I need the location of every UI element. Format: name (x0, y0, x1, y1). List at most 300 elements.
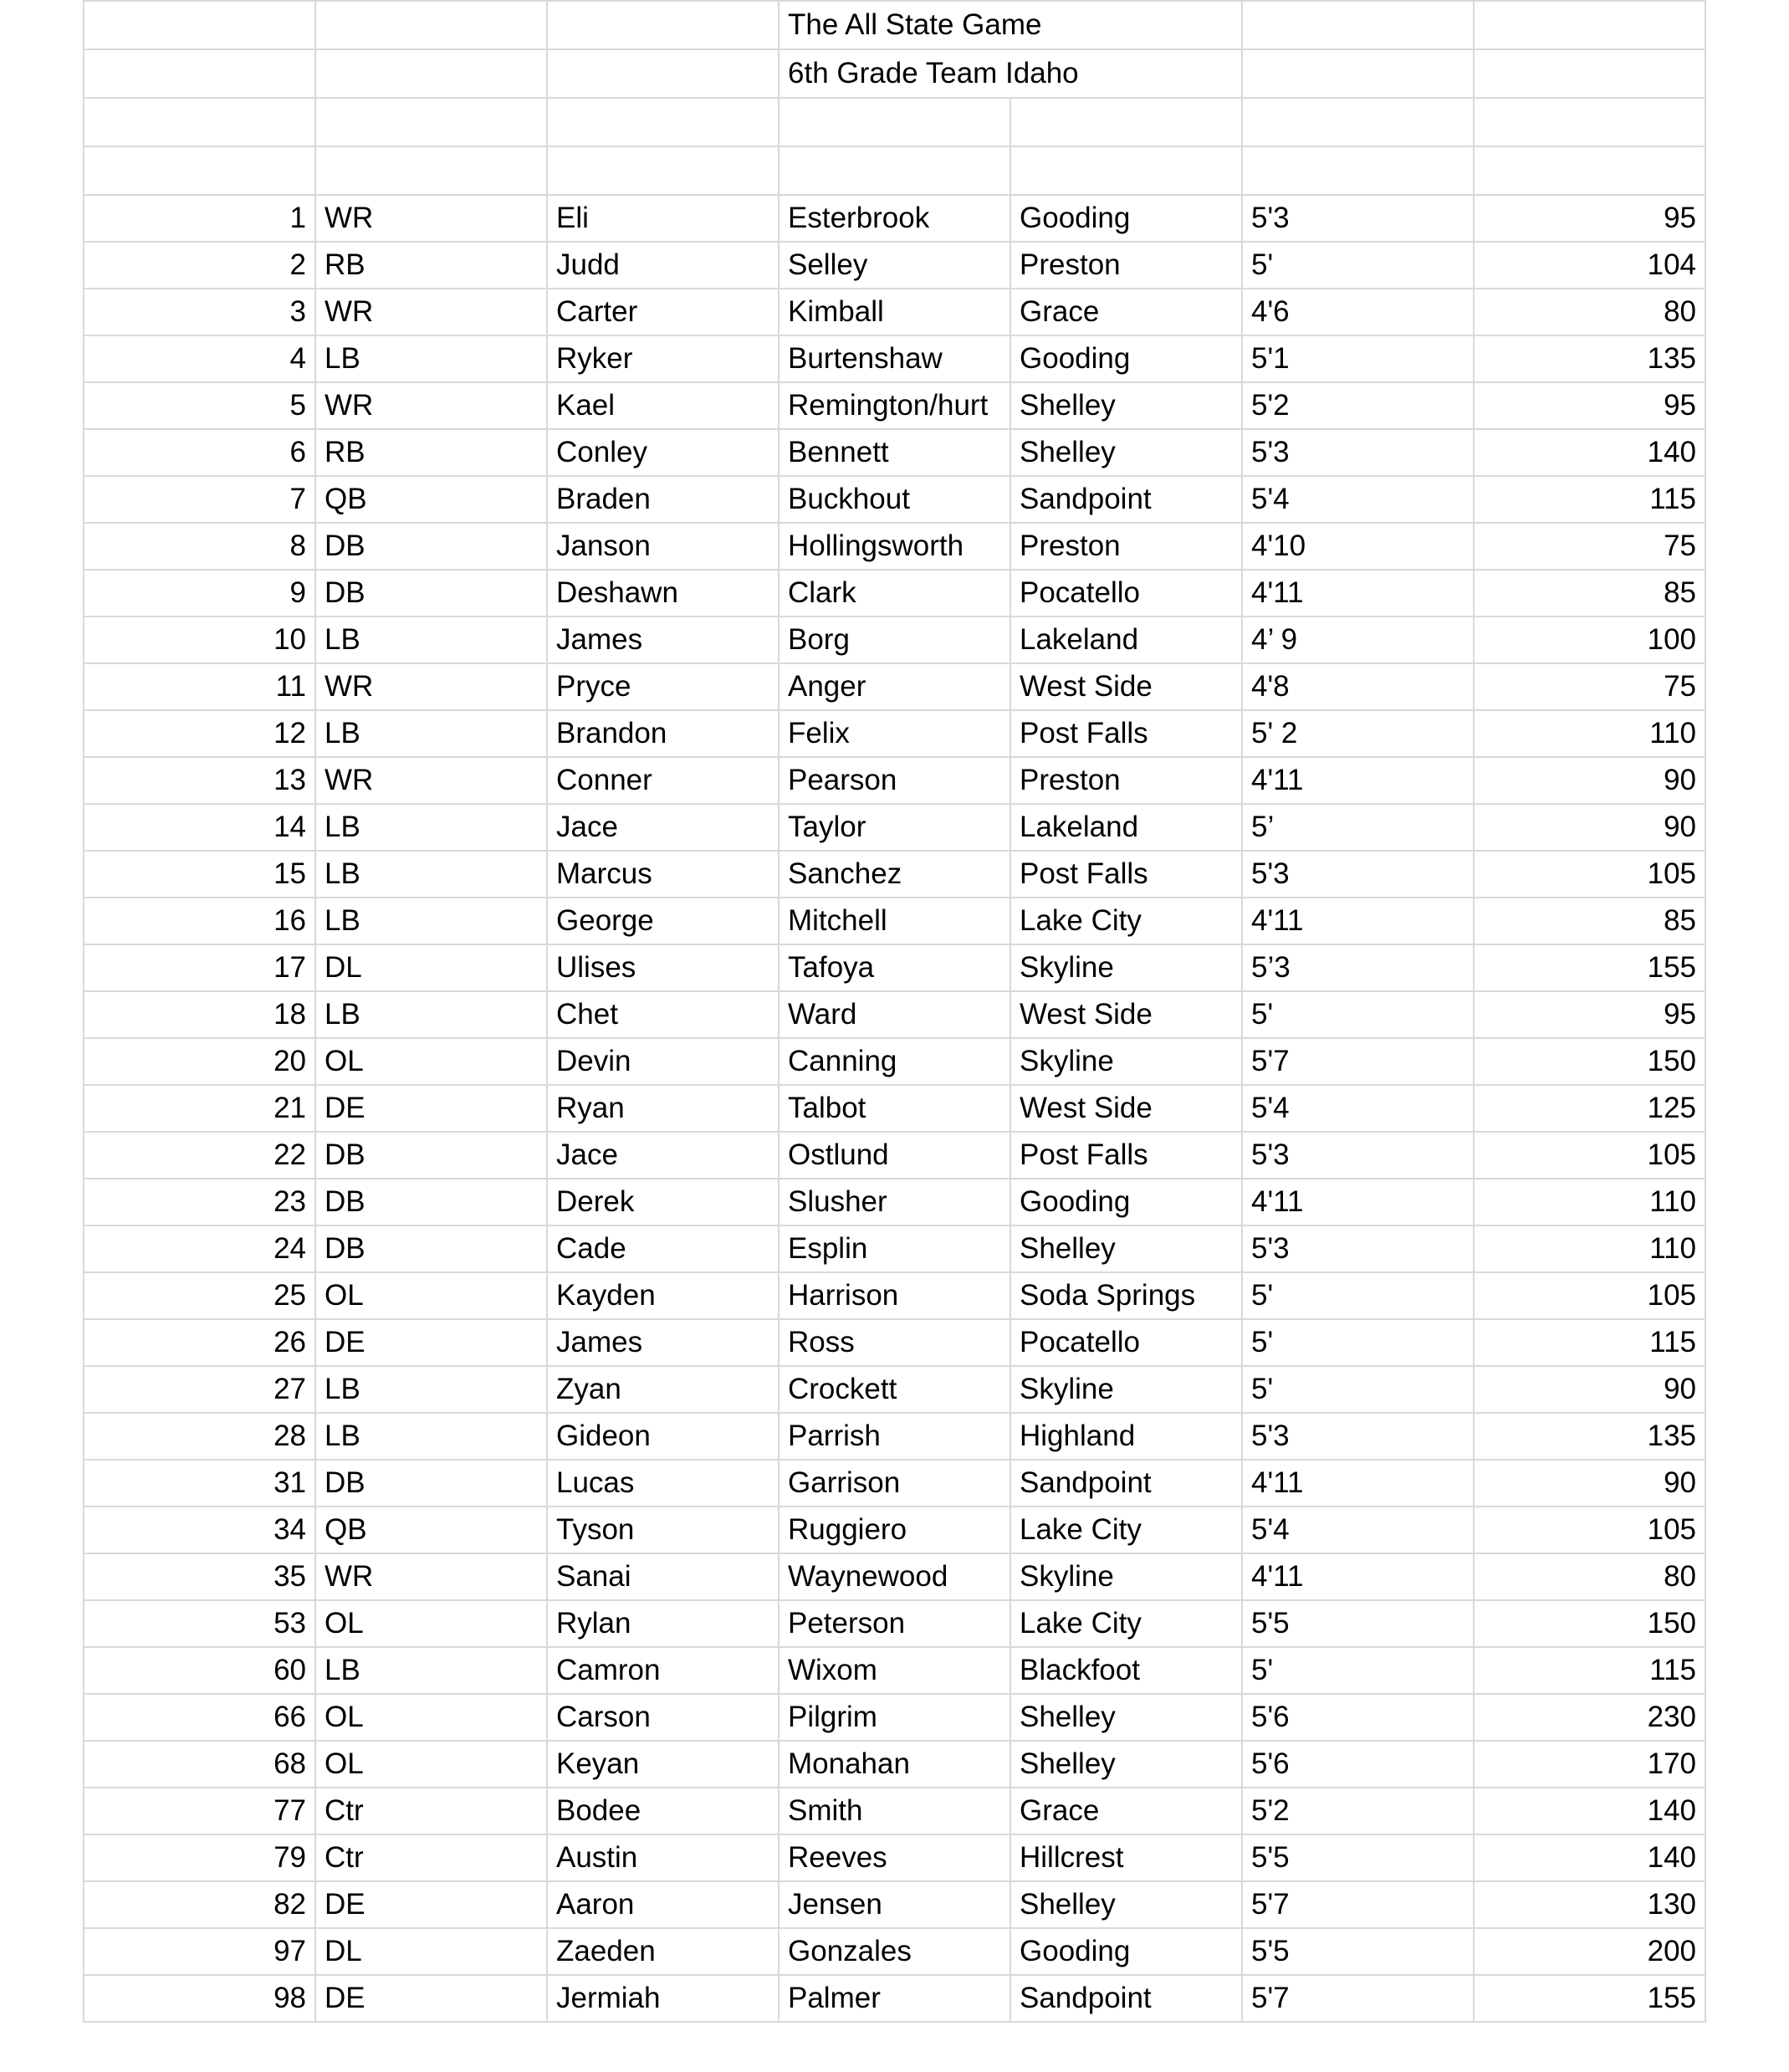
first-name-cell[interactable]: George (547, 898, 779, 944)
first-name-cell[interactable]: Chet (547, 991, 779, 1038)
weight-cell[interactable]: 150 (1474, 1600, 1705, 1647)
school-cell[interactable]: Shelley (1010, 1741, 1242, 1788)
weight-cell[interactable]: 155 (1474, 1975, 1705, 2022)
jersey-number-cell[interactable]: 16 (84, 898, 315, 944)
weight-cell[interactable]: 75 (1474, 523, 1705, 570)
last-name-cell[interactable]: Waynewood (779, 1553, 1010, 1600)
last-name-cell[interactable]: Tafoya (779, 944, 1010, 991)
position-cell[interactable]: OL (315, 1741, 547, 1788)
position-cell[interactable]: DE (315, 1319, 547, 1366)
first-name-cell[interactable]: Braden (547, 476, 779, 523)
player-row (84, 1553, 1705, 1600)
player-row (84, 1928, 1705, 1975)
school-cell[interactable]: Gooding (1010, 195, 1242, 242)
weight-cell[interactable]: 140 (1474, 1834, 1705, 1881)
jersey-number-cell[interactable]: 11 (84, 663, 315, 710)
last-name-cell[interactable]: Peterson (779, 1600, 1010, 1647)
last-name-cell[interactable]: Crockett (779, 1366, 1010, 1413)
jersey-number-cell[interactable]: 28 (84, 1413, 315, 1460)
weight-cell[interactable]: 105 (1474, 1507, 1705, 1553)
last-name-cell[interactable]: Canning (779, 1038, 1010, 1085)
first-name-cell[interactable]: Zaeden (547, 1928, 779, 1975)
jersey-number-cell[interactable]: 15 (84, 851, 315, 898)
jersey-number-cell[interactable]: 4 (84, 335, 315, 382)
first-name-cell[interactable]: Cade (547, 1225, 779, 1272)
last-name-cell[interactable]: Buckhout (779, 476, 1010, 523)
height-cell[interactable]: 5'4 (1242, 1507, 1474, 1553)
last-name-cell[interactable]: Monahan (779, 1741, 1010, 1788)
position-cell[interactable]: QB (315, 476, 547, 523)
last-name-cell[interactable]: Remington/hurt (779, 382, 1010, 429)
jersey-number-cell[interactable]: 1 (84, 195, 315, 242)
first-name-cell[interactable]: Pryce (547, 663, 779, 710)
last-name-cell[interactable]: Garrison (779, 1460, 1010, 1507)
position-cell[interactable]: RB (315, 242, 547, 289)
school-cell[interactable]: Preston (1010, 242, 1242, 289)
subtitle-row (84, 49, 1705, 98)
jersey-number-cell[interactable]: 24 (84, 1225, 315, 1272)
weight-cell[interactable]: 105 (1474, 851, 1705, 898)
last-name-cell[interactable]: Gonzales (779, 1928, 1010, 1975)
school-cell[interactable]: Lake City (1010, 1600, 1242, 1647)
weight-cell[interactable]: 95 (1474, 382, 1705, 429)
height-cell[interactable]: 4'11 (1242, 1179, 1474, 1225)
player-row (84, 523, 1705, 570)
school-cell[interactable]: Gooding (1010, 1928, 1242, 1975)
height-cell[interactable]: 5'5 (1242, 1928, 1474, 1975)
height-cell[interactable]: 4'11 (1242, 898, 1474, 944)
school-cell[interactable]: Gooding (1010, 335, 1242, 382)
school-cell[interactable]: Grace (1010, 289, 1242, 335)
position-cell[interactable]: OL (315, 1038, 547, 1085)
position-cell[interactable]: DB (315, 570, 547, 616)
position-cell[interactable]: DE (315, 1975, 547, 2022)
first-name-cell[interactable]: Gideon (547, 1413, 779, 1460)
position-cell[interactable]: DB (315, 1132, 547, 1179)
player-row (84, 1881, 1705, 1928)
height-cell[interactable]: 5' (1242, 242, 1474, 289)
player-row (84, 944, 1705, 991)
blank-row (84, 146, 1705, 195)
position-cell[interactable]: OL (315, 1600, 547, 1647)
first-name-cell[interactable]: Conley (547, 429, 779, 476)
jersey-number-cell[interactable]: 31 (84, 1460, 315, 1507)
height-cell[interactable]: 5'2 (1242, 1788, 1474, 1834)
weight-cell[interactable]: 135 (1474, 1413, 1705, 1460)
position-cell[interactable]: DE (315, 1881, 547, 1928)
jersey-number-cell[interactable]: 27 (84, 1366, 315, 1413)
school-cell[interactable]: Skyline (1010, 1553, 1242, 1600)
school-cell[interactable]: Grace (1010, 1788, 1242, 1834)
jersey-number-cell[interactable]: 10 (84, 616, 315, 663)
weight-cell[interactable]: 105 (1474, 1272, 1705, 1319)
last-name-cell[interactable]: Clark (779, 570, 1010, 616)
last-name-cell[interactable]: Ward (779, 991, 1010, 1038)
height-cell[interactable]: 4'6 (1242, 289, 1474, 335)
player-row (84, 289, 1705, 335)
school-cell[interactable]: West Side (1010, 663, 1242, 710)
position-cell[interactable]: DB (315, 523, 547, 570)
weight-cell[interactable]: 90 (1474, 1366, 1705, 1413)
height-cell[interactable]: 5'3 (1242, 195, 1474, 242)
weight-cell[interactable]: 140 (1474, 1788, 1705, 1834)
player-row (84, 1038, 1705, 1085)
jersey-number-cell[interactable]: 6 (84, 429, 315, 476)
school-cell[interactable]: Sandpoint (1010, 1460, 1242, 1507)
first-name-cell[interactable]: Judd (547, 242, 779, 289)
height-cell[interactable]: 5' (1242, 1272, 1474, 1319)
last-name-cell[interactable]: Slusher (779, 1179, 1010, 1225)
last-name-cell[interactable]: Palmer (779, 1975, 1010, 2022)
school-cell[interactable]: Sandpoint (1010, 476, 1242, 523)
position-cell[interactable]: LB (315, 335, 547, 382)
school-cell[interactable]: Sandpoint (1010, 1975, 1242, 2022)
player-row (84, 570, 1705, 616)
jersey-number-cell[interactable]: 12 (84, 710, 315, 757)
jersey-number-cell[interactable]: 35 (84, 1553, 315, 1600)
player-row (84, 1272, 1705, 1319)
jersey-number-cell[interactable]: 13 (84, 757, 315, 804)
position-cell[interactable]: WR (315, 1553, 547, 1600)
jersey-number-cell[interactable]: 25 (84, 1272, 315, 1319)
first-name-cell[interactable]: Brandon (547, 710, 779, 757)
player-row (84, 991, 1705, 1038)
last-name-cell[interactable]: Borg (779, 616, 1010, 663)
weight-cell[interactable]: 95 (1474, 195, 1705, 242)
last-name-cell[interactable]: Esterbrook (779, 195, 1010, 242)
school-cell[interactable]: Lake City (1010, 1507, 1242, 1553)
school-cell[interactable]: Shelley (1010, 1881, 1242, 1928)
position-cell[interactable]: DB (315, 1460, 547, 1507)
school-cell[interactable]: Skyline (1010, 1366, 1242, 1413)
position-cell[interactable]: OL (315, 1272, 547, 1319)
last-name-cell[interactable]: Mitchell (779, 898, 1010, 944)
last-name-cell[interactable]: Pearson (779, 757, 1010, 804)
jersey-number-cell[interactable]: 77 (84, 1788, 315, 1834)
first-name-cell[interactable]: Carson (547, 1694, 779, 1741)
height-cell[interactable]: 5'3 (1242, 429, 1474, 476)
weight-cell[interactable]: 80 (1474, 1553, 1705, 1600)
height-cell[interactable]: 5'6 (1242, 1694, 1474, 1741)
height-cell[interactable]: 5’3 (1242, 944, 1474, 991)
position-cell[interactable]: DB (315, 1225, 547, 1272)
weight-cell[interactable]: 115 (1474, 476, 1705, 523)
first-name-cell[interactable]: Keyan (547, 1741, 779, 1788)
jersey-number-cell[interactable]: 97 (84, 1928, 315, 1975)
school-cell[interactable]: Skyline (1010, 944, 1242, 991)
jersey-number-cell[interactable]: 60 (84, 1647, 315, 1694)
height-cell[interactable]: 5'6 (1242, 1741, 1474, 1788)
jersey-number-cell[interactable]: 7 (84, 476, 315, 523)
position-cell[interactable]: LB (315, 1647, 547, 1694)
position-cell[interactable]: WR (315, 663, 547, 710)
weight-cell[interactable]: 85 (1474, 898, 1705, 944)
position-cell[interactable]: DL (315, 944, 547, 991)
position-cell[interactable]: LB (315, 991, 547, 1038)
position-cell[interactable]: LB (315, 804, 547, 851)
school-cell[interactable]: Hillcrest (1010, 1834, 1242, 1881)
first-name-cell[interactable]: Carter (547, 289, 779, 335)
last-name-cell[interactable]: Bennett (779, 429, 1010, 476)
last-name-cell[interactable]: Esplin (779, 1225, 1010, 1272)
weight-cell[interactable]: 135 (1474, 335, 1705, 382)
weight-cell[interactable]: 125 (1474, 1085, 1705, 1132)
first-name-cell[interactable]: James (547, 1319, 779, 1366)
last-name-cell[interactable]: Reeves (779, 1834, 1010, 1881)
jersey-number-cell[interactable]: 14 (84, 804, 315, 851)
jersey-number-cell[interactable]: 3 (84, 289, 315, 335)
weight-cell[interactable]: 110 (1474, 1225, 1705, 1272)
jersey-number-cell[interactable]: 98 (84, 1975, 315, 2022)
weight-cell[interactable]: 230 (1474, 1694, 1705, 1741)
jersey-number-cell[interactable]: 21 (84, 1085, 315, 1132)
weight-cell[interactable]: 100 (1474, 616, 1705, 663)
school-cell[interactable]: Soda Springs (1010, 1272, 1242, 1319)
weight-cell[interactable]: 104 (1474, 242, 1705, 289)
height-cell[interactable]: 4'11 (1242, 757, 1474, 804)
school-cell[interactable]: Shelley (1010, 382, 1242, 429)
first-name-cell[interactable]: Aaron (547, 1881, 779, 1928)
first-name-cell[interactable]: Kayden (547, 1272, 779, 1319)
sheet-subtitle: 6th Grade Team Idaho (779, 49, 1242, 98)
school-cell[interactable]: Pocatello (1010, 570, 1242, 616)
weight-cell[interactable]: 115 (1474, 1319, 1705, 1366)
height-cell[interactable]: 4'11 (1242, 570, 1474, 616)
last-name-cell[interactable]: Parrish (779, 1413, 1010, 1460)
school-cell[interactable]: Pocatello (1010, 1319, 1242, 1366)
height-cell[interactable]: 5’ (1242, 804, 1474, 851)
last-name-cell[interactable]: Kimball (779, 289, 1010, 335)
first-name-cell[interactable]: Derek (547, 1179, 779, 1225)
school-cell[interactable]: Skyline (1010, 1038, 1242, 1085)
first-name-cell[interactable]: Camron (547, 1647, 779, 1694)
school-cell[interactable]: Preston (1010, 523, 1242, 570)
school-cell[interactable]: Lakeland (1010, 804, 1242, 851)
jersey-number-cell[interactable]: 20 (84, 1038, 315, 1085)
jersey-number-cell[interactable]: 53 (84, 1600, 315, 1647)
jersey-number-cell[interactable]: 82 (84, 1881, 315, 1928)
weight-cell[interactable]: 115 (1474, 1647, 1705, 1694)
height-cell[interactable]: 5' (1242, 1366, 1474, 1413)
player-row (84, 195, 1705, 242)
height-cell[interactable]: 5' (1242, 991, 1474, 1038)
first-name-cell[interactable]: Sanai (547, 1553, 779, 1600)
position-cell[interactable]: RB (315, 429, 547, 476)
position-cell[interactable]: DE (315, 1085, 547, 1132)
last-name-cell[interactable]: Smith (779, 1788, 1010, 1834)
position-cell[interactable]: DL (315, 1928, 547, 1975)
school-cell[interactable]: Post Falls (1010, 851, 1242, 898)
height-cell[interactable]: 4'11 (1242, 1460, 1474, 1507)
height-cell[interactable]: 5'1 (1242, 335, 1474, 382)
jersey-number-cell[interactable]: 22 (84, 1132, 315, 1179)
height-cell[interactable]: 5' (1242, 1647, 1474, 1694)
first-name-cell[interactable]: Kael (547, 382, 779, 429)
position-cell[interactable]: LB (315, 851, 547, 898)
first-name-cell[interactable]: Lucas (547, 1460, 779, 1507)
jersey-number-cell[interactable]: 34 (84, 1507, 315, 1553)
last-name-cell[interactable]: Sanchez (779, 851, 1010, 898)
weight-cell[interactable]: 200 (1474, 1928, 1705, 1975)
first-name-cell[interactable]: Eli (547, 195, 779, 242)
player-row (84, 429, 1705, 476)
position-cell[interactable]: LB (315, 710, 547, 757)
jersey-number-cell[interactable]: 68 (84, 1741, 315, 1788)
school-cell[interactable]: Preston (1010, 757, 1242, 804)
height-cell[interactable]: 5' 2 (1242, 710, 1474, 757)
weight-cell[interactable]: 155 (1474, 944, 1705, 991)
school-cell[interactable]: Shelley (1010, 1694, 1242, 1741)
position-cell[interactable]: WR (315, 757, 547, 804)
weight-cell[interactable]: 75 (1474, 663, 1705, 710)
last-name-cell[interactable]: Selley (779, 242, 1010, 289)
last-name-cell[interactable]: Wixom (779, 1647, 1010, 1694)
school-cell[interactable]: Highland (1010, 1413, 1242, 1460)
position-cell[interactable]: Ctr (315, 1788, 547, 1834)
jersey-number-cell[interactable]: 9 (84, 570, 315, 616)
first-name-cell[interactable]: Jace (547, 1132, 779, 1179)
first-name-cell[interactable]: Rylan (547, 1600, 779, 1647)
school-cell[interactable]: Blackfoot (1010, 1647, 1242, 1694)
weight-cell[interactable]: 90 (1474, 1460, 1705, 1507)
first-name-cell[interactable]: Ryker (547, 335, 779, 382)
height-cell[interactable]: 5'7 (1242, 1975, 1474, 2022)
first-name-cell[interactable]: Jermiah (547, 1975, 779, 2022)
player-row (84, 663, 1705, 710)
school-cell[interactable]: Post Falls (1010, 710, 1242, 757)
position-cell[interactable]: LB (315, 1413, 547, 1460)
player-row (84, 1647, 1705, 1694)
weight-cell[interactable]: 90 (1474, 757, 1705, 804)
last-name-cell[interactable]: Ostlund (779, 1132, 1010, 1179)
weight-cell[interactable]: 105 (1474, 1132, 1705, 1179)
height-cell[interactable]: 5'3 (1242, 851, 1474, 898)
player-row (84, 1975, 1705, 2022)
jersey-number-cell[interactable]: 17 (84, 944, 315, 991)
weight-cell[interactable]: 130 (1474, 1881, 1705, 1928)
height-cell[interactable]: 5'3 (1242, 1225, 1474, 1272)
weight-cell[interactable]: 150 (1474, 1038, 1705, 1085)
jersey-number-cell[interactable]: 23 (84, 1179, 315, 1225)
weight-cell[interactable]: 170 (1474, 1741, 1705, 1788)
height-cell[interactable]: 4'11 (1242, 1553, 1474, 1600)
title-row (84, 1, 1705, 49)
last-name-cell[interactable]: Ruggiero (779, 1507, 1010, 1553)
last-name-cell[interactable]: Ross (779, 1319, 1010, 1366)
height-cell[interactable]: 5'7 (1242, 1038, 1474, 1085)
weight-cell[interactable]: 85 (1474, 570, 1705, 616)
height-cell[interactable]: 5'4 (1242, 476, 1474, 523)
last-name-cell[interactable]: Taylor (779, 804, 1010, 851)
school-cell[interactable]: West Side (1010, 1085, 1242, 1132)
position-cell[interactable]: LB (315, 616, 547, 663)
school-cell[interactable]: Lake City (1010, 898, 1242, 944)
height-cell[interactable]: 4’ 9 (1242, 616, 1474, 663)
jersey-number-cell[interactable]: 66 (84, 1694, 315, 1741)
jersey-number-cell[interactable]: 18 (84, 991, 315, 1038)
first-name-cell[interactable]: Ryan (547, 1085, 779, 1132)
first-name-cell[interactable]: Zyan (547, 1366, 779, 1413)
last-name-cell[interactable]: Pilgrim (779, 1694, 1010, 1741)
position-cell[interactable]: WR (315, 382, 547, 429)
roster-sheet (83, 0, 1706, 2023)
height-cell[interactable]: 5'2 (1242, 382, 1474, 429)
position-cell[interactable]: OL (315, 1694, 547, 1741)
first-name-cell[interactable]: Jace (547, 804, 779, 851)
position-cell[interactable]: LB (315, 1366, 547, 1413)
weight-cell[interactable]: 110 (1474, 1179, 1705, 1225)
position-cell[interactable]: DB (315, 1179, 547, 1225)
position-cell[interactable]: LB (315, 898, 547, 944)
last-name-cell[interactable]: Felix (779, 710, 1010, 757)
player-row (84, 1694, 1705, 1741)
jersey-number-cell[interactable]: 2 (84, 242, 315, 289)
position-cell[interactable]: QB (315, 1507, 547, 1553)
weight-cell[interactable]: 110 (1474, 710, 1705, 757)
first-name-cell[interactable]: Devin (547, 1038, 779, 1085)
weight-cell[interactable]: 140 (1474, 429, 1705, 476)
last-name-cell[interactable]: Harrison (779, 1272, 1010, 1319)
first-name-cell[interactable]: Janson (547, 523, 779, 570)
height-cell[interactable]: 5' (1242, 1319, 1474, 1366)
height-cell[interactable]: 4'10 (1242, 523, 1474, 570)
height-cell[interactable]: 5'4 (1242, 1085, 1474, 1132)
position-cell[interactable]: WR (315, 195, 547, 242)
player-row (84, 335, 1705, 382)
first-name-cell[interactable]: Conner (547, 757, 779, 804)
jersey-number-cell[interactable]: 79 (84, 1834, 315, 1881)
weight-cell[interactable]: 90 (1474, 804, 1705, 851)
player-row (84, 1132, 1705, 1179)
first-name-cell[interactable]: Tyson (547, 1507, 779, 1553)
blank-row (84, 98, 1705, 146)
school-cell[interactable]: Shelley (1010, 429, 1242, 476)
last-name-cell[interactable]: Talbot (779, 1085, 1010, 1132)
position-cell[interactable]: Ctr (315, 1834, 547, 1881)
last-name-cell[interactable]: Jensen (779, 1881, 1010, 1928)
height-cell[interactable]: 5'3 (1242, 1132, 1474, 1179)
first-name-cell[interactable]: Marcus (547, 851, 779, 898)
school-cell[interactable]: West Side (1010, 991, 1242, 1038)
player-row (84, 1366, 1705, 1413)
first-name-cell[interactable]: Bodee (547, 1788, 779, 1834)
player-row (84, 710, 1705, 757)
jersey-number-cell[interactable]: 8 (84, 523, 315, 570)
jersey-number-cell[interactable]: 5 (84, 382, 315, 429)
last-name-cell[interactable]: Anger (779, 663, 1010, 710)
player-row (84, 1741, 1705, 1788)
height-cell[interactable]: 5'5 (1242, 1600, 1474, 1647)
height-cell[interactable]: 5'7 (1242, 1881, 1474, 1928)
position-cell[interactable]: WR (315, 289, 547, 335)
weight-cell[interactable]: 80 (1474, 289, 1705, 335)
first-name-cell[interactable]: James (547, 616, 779, 663)
first-name-cell[interactable]: Deshawn (547, 570, 779, 616)
jersey-number-cell[interactable]: 26 (84, 1319, 315, 1366)
school-cell[interactable]: Post Falls (1010, 1132, 1242, 1179)
first-name-cell[interactable]: Austin (547, 1834, 779, 1881)
height-cell[interactable]: 5'3 (1242, 1413, 1474, 1460)
height-cell[interactable]: 5'5 (1242, 1834, 1474, 1881)
school-cell[interactable]: Gooding (1010, 1179, 1242, 1225)
last-name-cell[interactable]: Hollingsworth (779, 523, 1010, 570)
weight-cell[interactable]: 95 (1474, 991, 1705, 1038)
first-name-cell[interactable]: Ulises (547, 944, 779, 991)
last-name-cell[interactable]: Burtenshaw (779, 335, 1010, 382)
height-cell[interactable]: 4'8 (1242, 663, 1474, 710)
school-cell[interactable]: Lakeland (1010, 616, 1242, 663)
school-cell[interactable]: Shelley (1010, 1225, 1242, 1272)
